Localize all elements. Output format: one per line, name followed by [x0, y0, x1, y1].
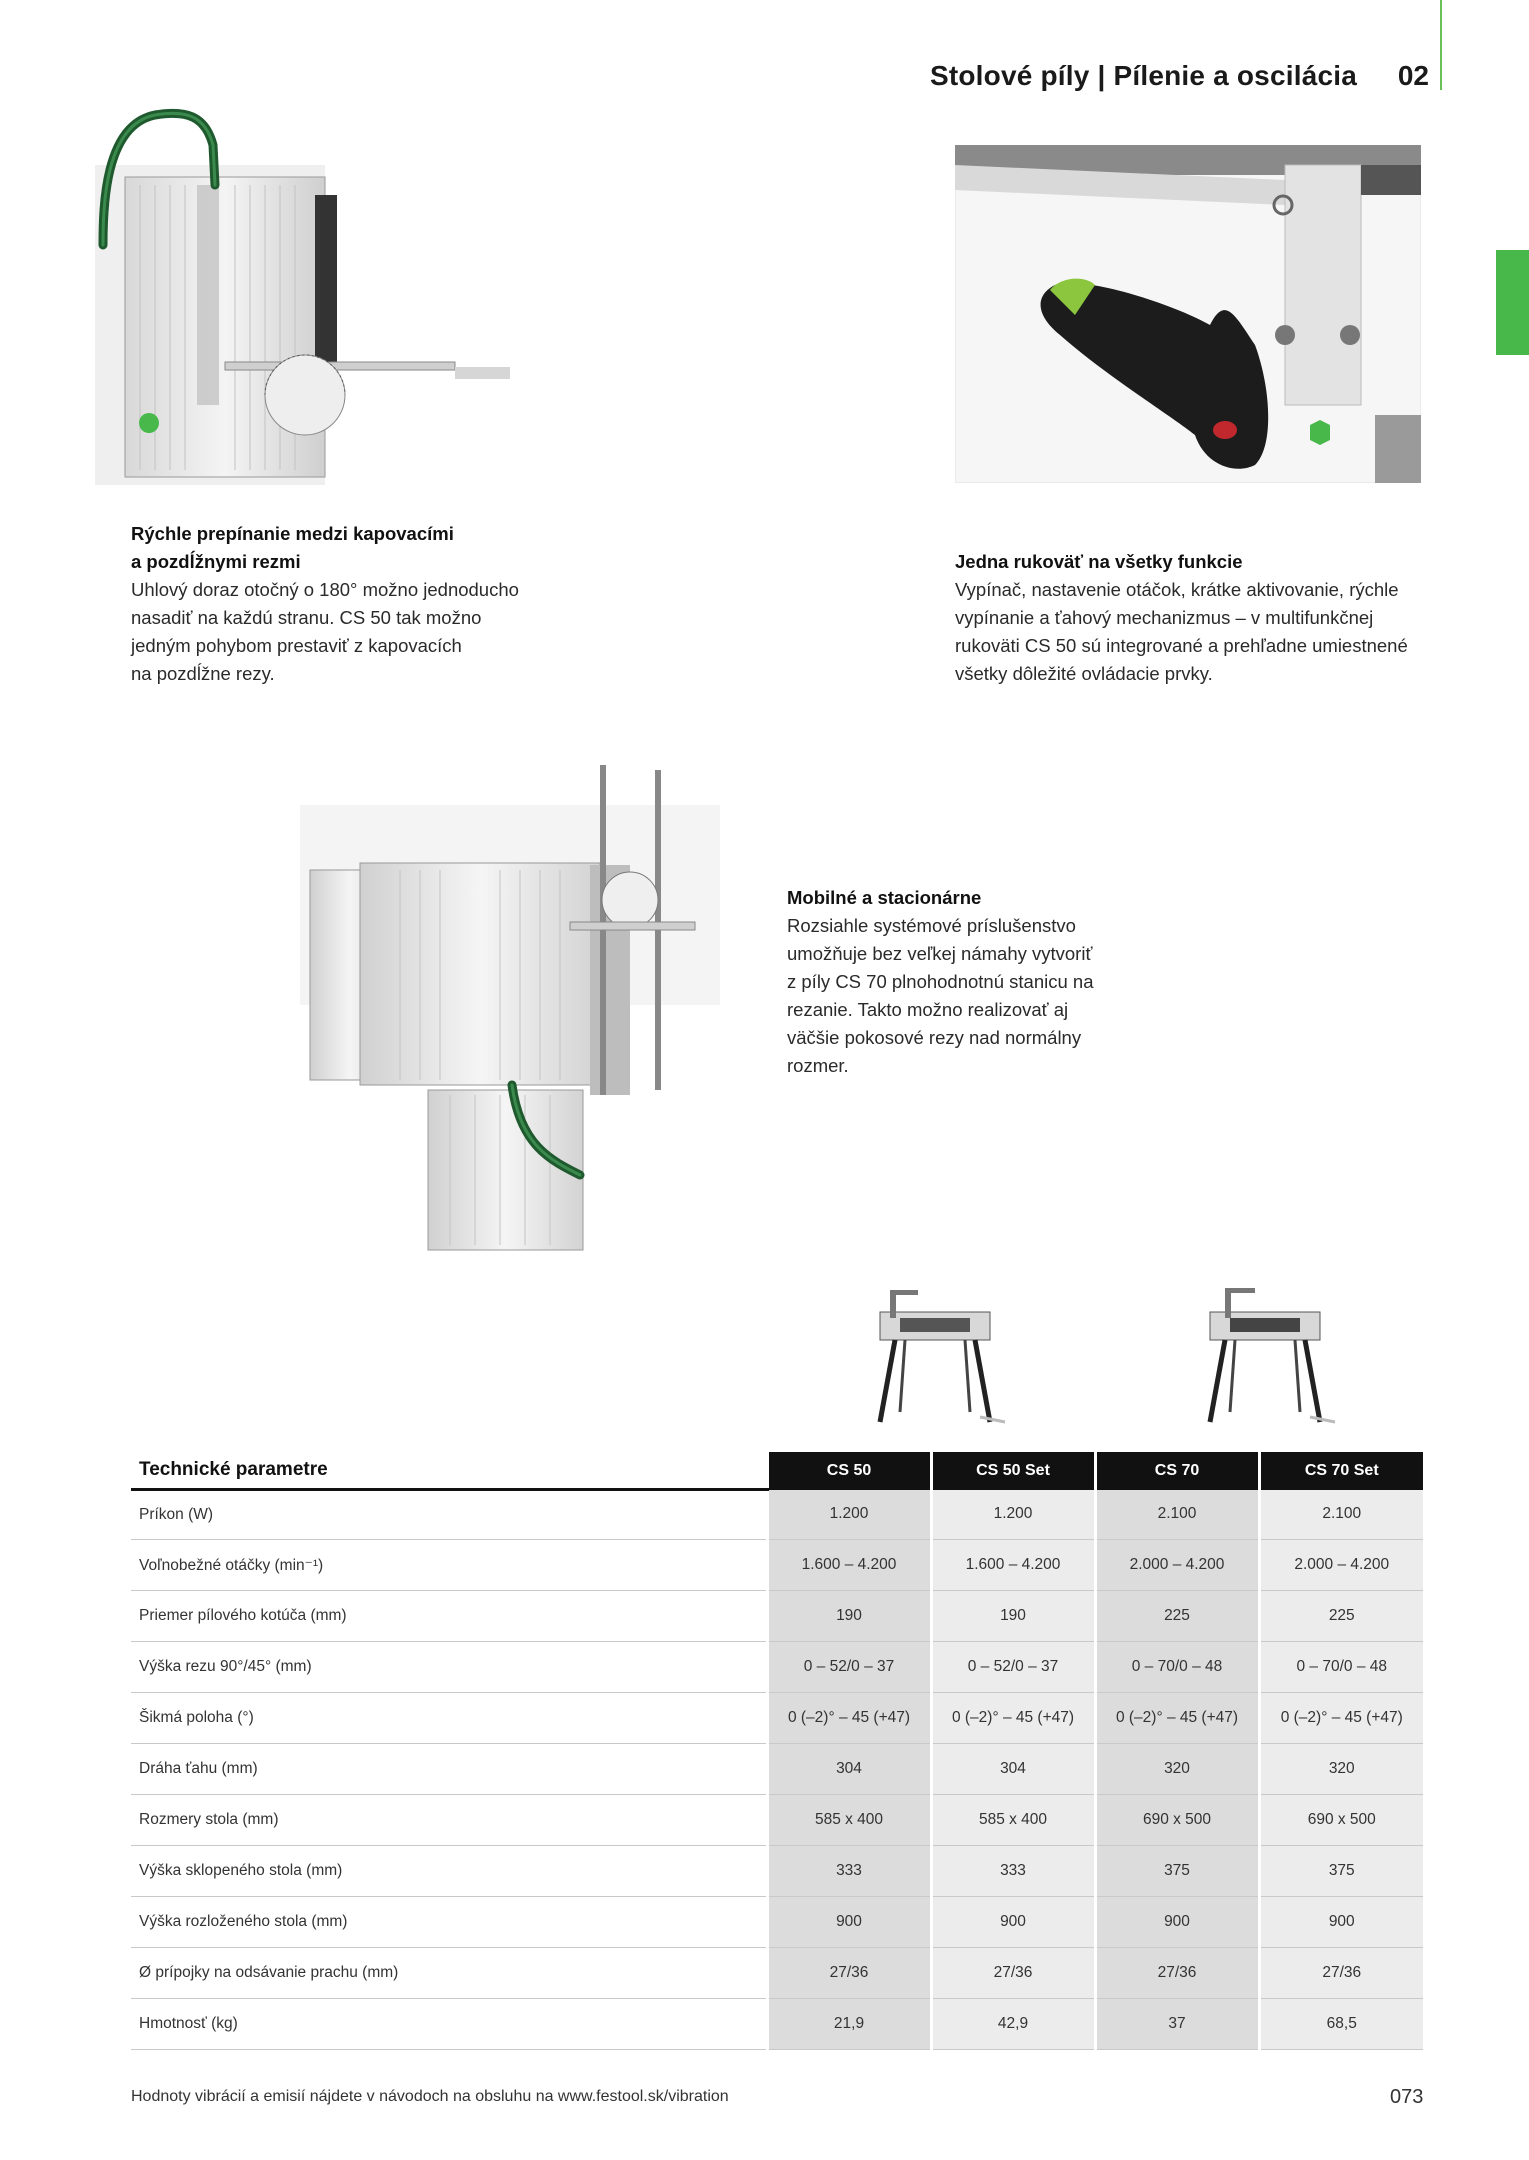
param-value: 900	[767, 1897, 931, 1948]
feature-heading-line: Mobilné a stacionárne	[787, 887, 982, 908]
feature-body-line: z píly CS 70 plnohodnotnú stanicu na	[787, 971, 1094, 992]
feature-body-line: väčšie pokosové rezy nad normálny	[787, 1027, 1082, 1048]
param-value: 900	[1095, 1897, 1259, 1948]
param-value: 21,9	[767, 1999, 931, 2050]
feature-heading-line: Jedna rukoväť na všetky funkcie	[955, 551, 1243, 572]
param-value: 585 x 400	[767, 1795, 931, 1846]
param-value: 304	[931, 1744, 1095, 1795]
feature-body-line: na pozdĺžne rezy.	[131, 663, 275, 684]
param-value: 320	[1095, 1744, 1259, 1795]
footer-note: Hodnoty vibrácií a emisií nájdete v návodoch na obsluhu na www.festool.sk/vibration	[131, 2088, 729, 2105]
page-number: 073	[1390, 2086, 1424, 2108]
table-row	[131, 1591, 1423, 1642]
param-name: Priemer pílového kotúča (mm)	[131, 1591, 767, 1642]
param-value: 0 – 70/0 – 48	[1095, 1642, 1259, 1693]
param-value: 0 – 52/0 – 37	[931, 1642, 1095, 1693]
param-value: 690 x 500	[1095, 1795, 1259, 1846]
feature-heading-line: a pozdĺžnymi rezmi	[131, 551, 301, 572]
table-row	[131, 1490, 1423, 1540]
param-value: 0 – 52/0 – 37	[767, 1642, 931, 1693]
table-row	[131, 1999, 1423, 2050]
param-value: 42,9	[931, 1999, 1095, 2050]
cs70-product-image	[1190, 1282, 1340, 1432]
param-name: Ø prípojky na odsávanie prachu (mm)	[131, 1948, 767, 1999]
page-title: Stolové píly | Pílenie a oscilácia	[929, 60, 1357, 91]
param-value: 0 – 70/0 – 48	[1259, 1642, 1423, 1693]
feature-body-line: Rozsiahle systémové príslušenstvo	[787, 915, 1076, 936]
param-value: 190	[931, 1591, 1095, 1642]
feature-body-line: jedným pohybom prestaviť z kapovacích	[131, 635, 462, 656]
param-name: Výška rezu 90°/45° (mm)	[131, 1642, 767, 1693]
chapter-tab	[1496, 250, 1529, 355]
param-value: 0 (–2)° – 45 (+47)	[1095, 1693, 1259, 1744]
table-row	[131, 1948, 1423, 1999]
feature-body-line: rezanie. Takto možno realizovať aj	[787, 999, 1069, 1020]
param-value: 2.000 – 4.200	[1095, 1540, 1259, 1591]
table-row	[131, 1642, 1423, 1693]
param-value: 225	[1095, 1591, 1259, 1642]
param-value: 2.100	[1259, 1490, 1423, 1540]
cs50-product-image	[860, 1282, 1010, 1432]
feature-quick-switch	[131, 520, 601, 688]
param-name: Šikmá poloha (°)	[131, 1693, 767, 1744]
param-value: 2.000 – 4.200	[1259, 1540, 1423, 1591]
handle-closeup-image	[955, 145, 1421, 483]
param-value: 333	[931, 1846, 1095, 1897]
param-value: 68,5	[1259, 1999, 1423, 2050]
feature-body-line: rozmer.	[787, 1055, 849, 1076]
model-header: CS 50	[767, 1452, 931, 1490]
feature-body-line: vypínanie a ťahový mechanizmus – v multifunkčnej	[955, 607, 1374, 628]
table-row	[131, 1795, 1423, 1846]
param-value: 27/36	[1259, 1948, 1423, 1999]
feature-body-line: rukoväti CS 50 sú integrované a prehľadne umiestnené	[955, 635, 1408, 656]
param-value: 1.600 – 4.200	[931, 1540, 1095, 1591]
param-name: Dráha ťahu (mm)	[131, 1744, 767, 1795]
param-name: Rozmery stola (mm)	[131, 1795, 767, 1846]
feature-heading-line: Rýchle prepínanie medzi kapovacími	[131, 523, 454, 544]
model-header: CS 70	[1095, 1452, 1259, 1490]
param-value: 37	[1095, 1999, 1259, 2050]
param-value: 0 (–2)° – 45 (+47)	[767, 1693, 931, 1744]
param-value: 225	[1259, 1591, 1423, 1642]
param-name: Výška sklopeného stola (mm)	[131, 1846, 767, 1897]
param-value: 1.600 – 4.200	[767, 1540, 931, 1591]
saw-top-view-image	[85, 105, 515, 495]
table-row	[131, 1744, 1423, 1795]
param-name: Výška rozloženého stola (mm)	[131, 1897, 767, 1948]
feature-body-line: umožňuje bez veľkej námahy vytvoriť	[787, 943, 1093, 964]
param-value: 375	[1095, 1846, 1259, 1897]
param-value: 333	[767, 1846, 931, 1897]
table-row	[131, 1897, 1423, 1948]
param-name: Voľnobežné otáčky (min⁻¹)	[131, 1540, 767, 1591]
feature-one-handle	[955, 548, 1425, 688]
param-value: 690 x 500	[1259, 1795, 1423, 1846]
feature-body-line: všetky dôležité ovládacie prvky.	[955, 663, 1213, 684]
model-header: CS 70 Set	[1259, 1452, 1423, 1490]
param-value: 304	[767, 1744, 931, 1795]
table-row	[131, 1540, 1423, 1591]
param-name: Príkon (W)	[131, 1490, 767, 1540]
model-header: CS 50 Set	[931, 1452, 1095, 1490]
feature-body-line: nasadiť na každú stranu. CS 50 tak možno	[131, 607, 482, 628]
spec-table-title: Technické parametre	[131, 1452, 767, 1490]
param-value: 27/36	[1095, 1948, 1259, 1999]
param-value: 1.200	[767, 1490, 931, 1540]
param-value: 900	[1259, 1897, 1423, 1948]
param-value: 27/36	[767, 1948, 931, 1999]
section-number: 02	[1397, 60, 1429, 91]
param-name: Hmotnosť (kg)	[131, 1999, 767, 2050]
param-value: 900	[931, 1897, 1095, 1948]
param-value: 585 x 400	[931, 1795, 1095, 1846]
param-value: 2.100	[1095, 1490, 1259, 1540]
param-value: 320	[1259, 1744, 1423, 1795]
param-value: 1.200	[931, 1490, 1095, 1540]
feature-body-line: Uhlový doraz otočný o 180° možno jednoducho	[131, 579, 519, 600]
param-value: 375	[1259, 1846, 1423, 1897]
param-value: 27/36	[931, 1948, 1095, 1999]
param-value: 0 (–2)° – 45 (+47)	[931, 1693, 1095, 1744]
spec-table	[131, 1452, 1423, 2050]
table-row	[131, 1846, 1423, 1897]
saw-station-image	[300, 765, 720, 1255]
feature-body-line: Vypínač, nastavenie otáčok, krátke aktivovanie, rýchle	[955, 579, 1399, 600]
header-divider	[1440, 0, 1442, 90]
table-row	[131, 1693, 1423, 1744]
param-value: 0 (–2)° – 45 (+47)	[1259, 1693, 1423, 1744]
param-value: 190	[767, 1591, 931, 1642]
feature-mobile-stationary	[787, 884, 1147, 1080]
